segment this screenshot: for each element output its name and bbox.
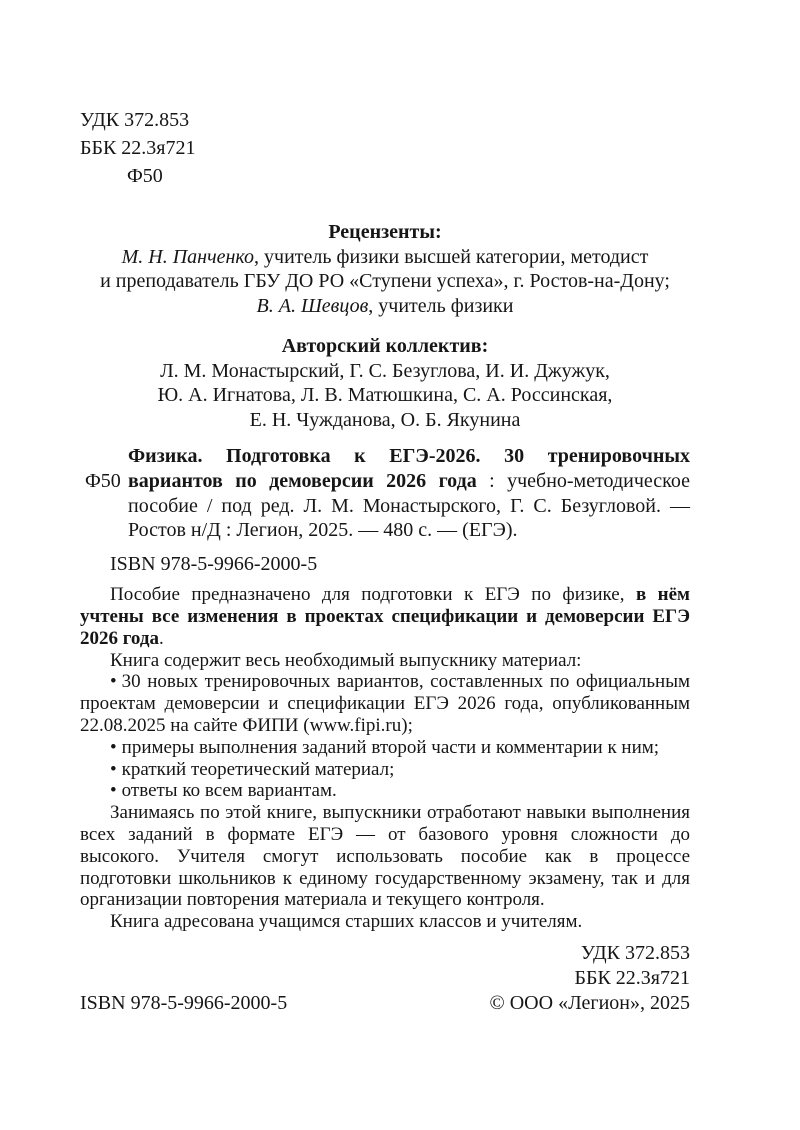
footer-bbk: ББК 22.3я721	[574, 966, 690, 989]
bullet-icon: •	[110, 736, 117, 758]
authors-line: Л. М. Монастырский, Г. С. Безуглова, И. И. Джужук,	[160, 359, 610, 382]
isbn-number: ISBN 978-5-9966-2000-5	[110, 553, 318, 576]
annotation-paragraph	[80, 584, 690, 649]
authors-line: Е. Н. Чужданова, О. Б. Якунина	[249, 408, 521, 431]
bullet-text: примеры выполнения заданий второй части и комментарии к ним;	[121, 736, 660, 758]
reviewer-name: В. А. Шевцов	[256, 294, 369, 317]
bullet-icon: •	[110, 671, 117, 693]
bibliographic-entry	[85, 444, 690, 543]
annotation-text: Пособие предназначено для подготовки к ЕГЭ по физике,	[110, 584, 636, 606]
reviewer-description: , учитель физики высшей категории, методист	[254, 245, 649, 268]
reviewer-line	[80, 245, 690, 270]
bullet-item	[80, 671, 690, 736]
annotation-block	[80, 584, 690, 933]
reviewers-heading: Рецензенты:	[328, 221, 442, 243]
authors-line: Ю. А. Игнатова, Л. В. Матюшкина, С. А. Россинская,	[157, 384, 613, 406]
reviewer-line	[80, 294, 690, 319]
bullet-item	[80, 759, 690, 781]
annotation-paragraph: Занимаясь по этой книге, выпускники отработают навыки выполнения всех заданий в формате ЕГЭ — от базового уровня сложности до высокого. Учителя смогут использовать пособие как в процессе подготовки школьников к единому государственному экзамену, так и для организации повторения материала и текущего контроля.	[80, 802, 690, 911]
bullet-icon: •	[110, 780, 117, 802]
authors-section	[80, 334, 690, 432]
footer-block	[80, 941, 690, 1016]
footer-udk: УДК 372.853	[580, 941, 690, 964]
reviewer-line: и преподаватель ГБУ ДО РО «Ступени успеха», г. Ростов-на-Дону;	[100, 270, 670, 292]
author-sign-top: Ф50	[127, 165, 163, 187]
footer-copyright: © ООО «Легион», 2025	[489, 991, 690, 1014]
authors-heading: Авторский коллектив:	[281, 335, 489, 357]
annotation-text: .	[158, 627, 164, 649]
bullet-text: 30 новых тренировочных вариантов, составленных по официальным проектам демоверсии и спецификации ЕГЭ 2026 года, опубликованным 22.08.2025 на сайте ФИПИ (www.fipi.ru);	[80, 671, 690, 736]
author-sign-margin: Ф50	[85, 469, 121, 492]
book-title: Физика. Подготовка к ЕГЭ-2026. 30 тренировочных вариантов по демоверсии 2026 года	[128, 445, 690, 492]
bullet-item	[80, 737, 690, 759]
bibliographic-details: : учебно-методическое пособие / под ред. Л. М. Монастырского, Г. С. Безугловой. — Ростов н/Д : Легион, 2025. — 480 с. — (ЕГЭ).	[128, 469, 690, 542]
reviewer-description: , учитель физики	[368, 294, 514, 317]
bullet-item	[80, 780, 690, 802]
classification-block	[80, 106, 690, 190]
footer-isbn: ISBN 978-5-9966-2000-5	[80, 991, 288, 1014]
bbk-code: ББК 22.3я721	[80, 137, 196, 159]
reviewer-name: М. Н. Панченко	[121, 245, 255, 268]
annotation-paragraph: Книга адресована учащимся старших классов и учителям.	[110, 911, 583, 933]
annotation-paragraph: Книга содержит весь необходимый выпускнику материал:	[110, 649, 582, 671]
annotation-text-bold: в нём учтены все изменения в проектах спецификации и демоверсии ЕГЭ 2026 года	[80, 584, 690, 649]
footer-row	[80, 991, 690, 1016]
bullet-text: краткий теоретический материал;	[121, 758, 395, 780]
udk-code: УДК 372.853	[80, 109, 190, 131]
bullet-text: ответы ко всем вариантам.	[121, 780, 337, 802]
bullet-icon: •	[110, 758, 117, 780]
reviewers-section	[80, 220, 690, 318]
